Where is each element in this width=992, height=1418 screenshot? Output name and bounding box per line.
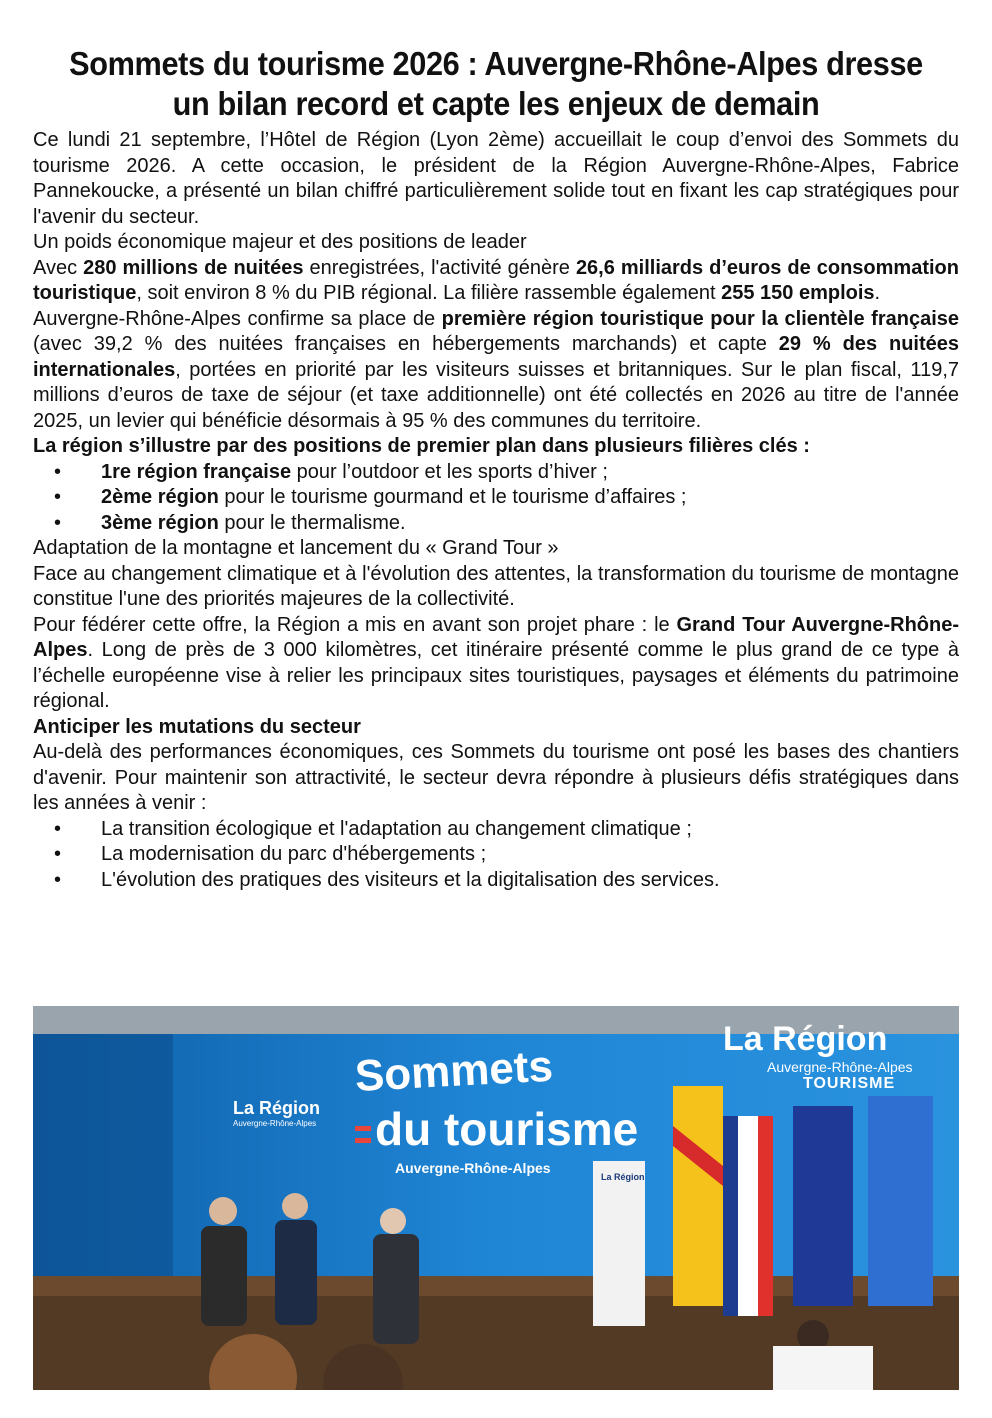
speaker-body xyxy=(201,1226,247,1326)
audience-shirt xyxy=(773,1346,873,1390)
article-body xyxy=(33,128,959,893)
paragraph-first-region: Auvergne-Rhône-Alpes confirme sa place de première région touristique pour la clientèle française (avec 39,2 % des nuitées françaises en hébergements marchands) et capte 29 % des nuitées internationales, portées en priorité par les visiteurs suisses et britanniques. Sur le plan fiscal, 119,7 millions d’euros de taxe de séjour (et taxe additionnelle) ont été collectés en 2026 au titre de l'année 2025, un levier qui bénéficie désormais à 95 % des communes du territoire. xyxy=(33,307,960,432)
paragraph-key-figures: Avec 280 millions de nuitées enregistrées, l'activité génère 26,6 milliards d’euros de consommation touristique, soit environ 8 % du PIB régional. La filière rassemble également 255 150 emplois. xyxy=(33,256,959,304)
list-item: • La transition écologique et l'adaptation au changement climatique ; xyxy=(33,817,959,843)
bullet-icon: • xyxy=(54,817,62,840)
list-item: • 1re région française pour l’outdoor et les sports d’hiver ; xyxy=(33,460,959,486)
list-item: • La modernisation du parc d'hébergements ; xyxy=(33,842,959,868)
subheading-grand-tour: Adaptation de la montagne et lancement du « Grand Tour » xyxy=(33,537,559,559)
event-photo xyxy=(33,1006,959,1390)
paragraph-challenges: Au-delà des performances économiques, ces Sommets du tourisme ont posé les bases des chantiers d'avenir. Pour maintenir son attractivité, le secteur devra répondre à plusieurs défis stratégiques dans les années à venir : xyxy=(33,741,959,814)
speaker-body xyxy=(373,1234,419,1344)
list-item: • 2ème région pour le tourisme gourmand et le tourisme d’affaires ; xyxy=(33,485,959,511)
subheading-economic-weight: Un poids économique majeur et des positions de leader xyxy=(33,231,527,253)
regional-flag xyxy=(673,1086,723,1306)
list-item: • L'évolution des pratiques des visiteurs et la digitalisation des services. xyxy=(33,868,959,894)
list-item: • 3ème région pour le thermalisme. xyxy=(33,511,959,537)
heading-filieres: La région s’illustre par des positions de premier plan dans plusieurs filières clés : xyxy=(33,435,810,457)
region-logo-large: La Région Auvergne-Rhône-Alpes TOURISME xyxy=(723,1020,913,1092)
speaker-head xyxy=(209,1197,237,1225)
lectern-logo: La Région xyxy=(601,1172,645,1182)
intro-paragraph: Ce lundi 21 septembre, l’Hôtel de Région (Lyon 2ème) accueillait le coup d’envoi des Sommets du tourisme 2026. A cette occasion, le président de la Région Auvergne-Rhône-Alpes, Fabrice Pannekoucke, a présenté un bilan chiffré particulièrement solide tout en fixant les cap stratégiques pour l'avenir du secteur. xyxy=(33,129,959,228)
region-logo-small: La Région Auvergne-Rhône-Alpes xyxy=(233,1098,321,1128)
heading-mutations: Anticiper les mutations du secteur xyxy=(33,715,361,738)
lectern xyxy=(593,1161,645,1326)
region-flag xyxy=(868,1096,933,1306)
title-line-2: un bilan record et capte les enjeux de demain xyxy=(172,85,820,122)
bullet-icon: • xyxy=(54,843,62,865)
bullet-icon: • xyxy=(54,486,62,508)
paragraph-mountain: Face au changement climatique et à l'évolution des attentes, la transformation du tourisme de montagne constitue l'une des priorités majeures de la collectivité. xyxy=(33,562,959,610)
bullet-icon: • xyxy=(54,460,62,483)
defis-list xyxy=(33,817,959,894)
french-flag-blue xyxy=(723,1116,738,1316)
paragraph-grand-tour: Pour fédérer cette offre, la Région a mis en avant son projet phare : le Grand Tour Auvergne-Rhône-Alpes. Long de près de 3 000 kilomètres, cet itinéraire présenté comme le plus grand de ce type à l’échelle européenne vise à relier les principaux sites touristiques, paysages et éléments du patrimoine régional. xyxy=(33,613,960,712)
eu-flag xyxy=(793,1106,853,1306)
bullet-icon: • xyxy=(54,511,62,534)
speaker-head xyxy=(282,1193,308,1219)
filieres-list xyxy=(33,460,959,537)
stage-shadow xyxy=(33,1034,173,1294)
title-line-1: Sommets du tourisme 2026 : Auvergne-Rhône-Alpes dresse xyxy=(69,45,923,82)
speaker-head xyxy=(380,1208,406,1234)
french-flag-red xyxy=(758,1116,773,1316)
event-title: Sommets du tourisme Auvergne-Rhône-Alpes xyxy=(353,1041,639,1176)
speaker-body xyxy=(275,1220,317,1325)
bullet-icon: • xyxy=(54,868,62,891)
article-title xyxy=(63,44,930,124)
